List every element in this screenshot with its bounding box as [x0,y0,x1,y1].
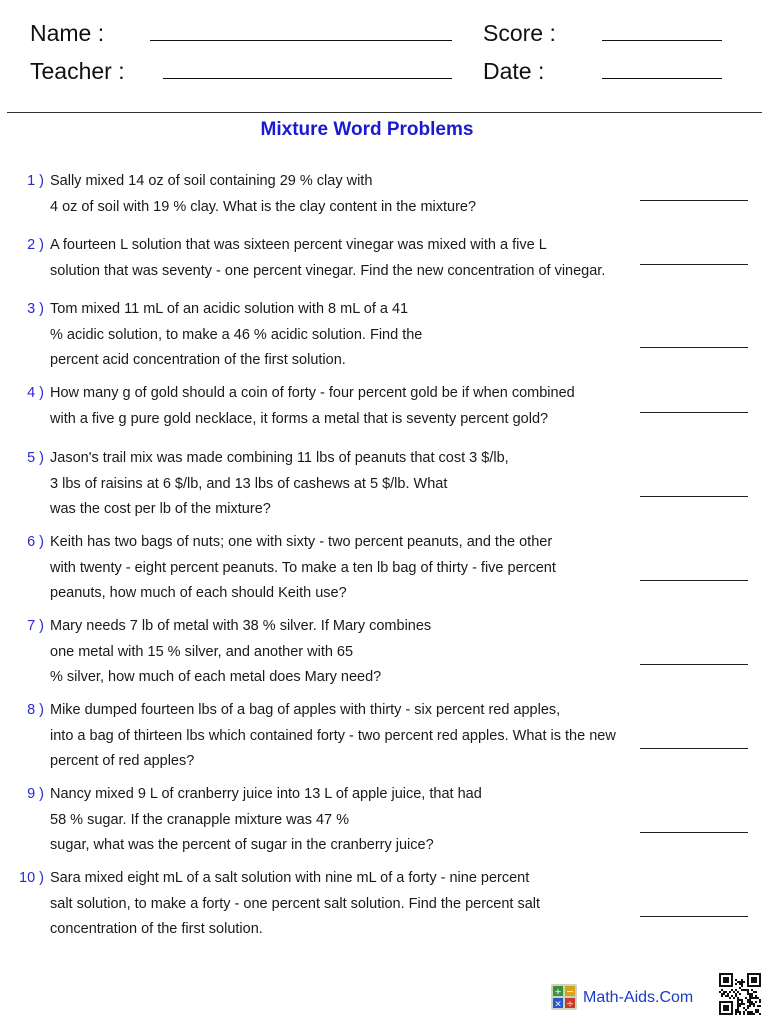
problem-text [50,782,650,859]
problem-text [50,169,650,220]
name-label: Name : [30,20,105,46]
svg-text:−: − [566,987,574,998]
problem-text [50,614,650,691]
score-field[interactable] [602,40,722,41]
name-field[interactable] [150,40,452,41]
problem-number: 1 ) [27,173,44,189]
problem-number: 9 ) [27,786,44,802]
problem-line: Jason's trail mix was made combining 11 lbs of peanuts that cost 3 $/lb, [50,450,509,466]
problem-number: 2 ) [27,237,44,253]
problem-number: 10 ) [19,870,44,886]
problem-line: % silver, how much of each metal does Mary need? [50,669,382,685]
score-label: Score : [483,20,556,46]
problem-text [50,446,650,523]
answer-line[interactable] [640,496,748,497]
answer-line[interactable] [640,832,748,833]
svg-text:+: + [554,987,562,998]
problem-line: was the cost per lb of the mixture? [50,501,271,517]
problem-text [50,297,650,374]
problem-line: Sara mixed eight mL of a salt solution with nine mL of a forty - nine percent [50,870,530,886]
problem-line: How many g of gold should a coin of forty - four percent gold be if when combined [50,385,575,401]
problem-line: A fourteen L solution that was sixteen percent vinegar was mixed with a five L [50,237,547,253]
problem-text [50,233,650,284]
problem-line: percent of red apples? [50,753,195,769]
problem-text [50,381,650,432]
problem-line: Mike dumped fourteen lbs of a bag of apples with thirty - six percent red apples, [50,702,561,718]
problem-line: percent acid concentration of the first solution. [50,352,346,368]
calculator-icon [551,984,577,1010]
problem-text [50,530,650,607]
problem-line: sugar, what was the percent of sugar in the cranberry juice? [50,837,434,853]
site-link[interactable]: Math-Aids.Com [583,989,694,1006]
problem-line: 3 lbs of raisins at 6 $/lb, and 13 lbs of cashews at 5 $/lb. What [50,475,448,492]
problem-number: 4 ) [27,385,44,401]
answer-line[interactable] [640,200,748,201]
problem-line: peanuts, how much of each should Keith use? [50,585,347,601]
svg-text:×: × [554,999,562,1010]
header-divider [7,112,762,113]
problem-line: one metal with 15 % silver, and another with 65 [50,643,354,660]
problem-number: 3 ) [27,301,44,317]
answer-line[interactable] [640,580,748,581]
problem-number: 8 ) [27,702,44,718]
answer-line[interactable] [640,264,748,265]
svg-text:÷: ÷ [566,999,574,1010]
problem-text [50,698,650,775]
problem-line: into a bag of thirteen lbs which contained forty - two percent red apples. What is the new [50,727,616,744]
answer-line[interactable] [640,748,748,749]
problem-number: 6 ) [27,534,44,550]
problem-line: solution that was seventy - one percent vinegar. Find the new concentration of vinegar. [50,262,606,279]
qr-code-icon [719,973,761,1015]
problem-line: concentration of the first solution. [50,921,263,937]
date-field[interactable] [602,78,722,79]
problem-number: 7 ) [27,618,44,634]
answer-line[interactable] [640,664,748,665]
problem-line: with twenty - eight percent peanuts. To make a ten lb bag of thirty - five percent [50,559,556,576]
answer-line[interactable] [640,412,748,413]
problem-line: Keith has two bags of nuts; one with sixty - two percent peanuts, and the other [50,534,553,550]
problem-line: Mary needs 7 lb of metal with 38 % silver. If Mary combines [50,618,432,634]
problem-line: Tom mixed 11 mL of an acidic solution with 8 mL of a 41 [50,301,409,317]
page-title: Mixture Word Problems [260,119,474,140]
problem-line: salt solution, to make a forty - one percent salt solution. Find the percent salt [50,895,541,912]
problem-line: Sally mixed 14 oz of soil containing 29 % clay with [50,173,373,189]
problem-line: Nancy mixed 9 L of cranberry juice into 13 L of apple juice, that had [50,786,482,802]
date-label: Date : [483,58,545,84]
teacher-label: Teacher : [30,58,125,84]
problem-number: 5 ) [27,450,44,466]
problem-text [50,866,650,943]
answer-line[interactable] [640,347,748,348]
problem-line: 4 oz of soil with 19 % clay. What is the clay content in the mixture? [50,198,477,215]
answer-line[interactable] [640,916,748,917]
teacher-field[interactable] [163,78,452,79]
problem-line: 58 % sugar. If the cranapple mixture was 47 % [50,811,350,828]
problem-line: with a five g pure gold necklace, it forms a metal that is seventy percent gold? [50,410,549,427]
problem-line: % acidic solution, to make a 46 % acidic solution. Find the [50,326,423,343]
